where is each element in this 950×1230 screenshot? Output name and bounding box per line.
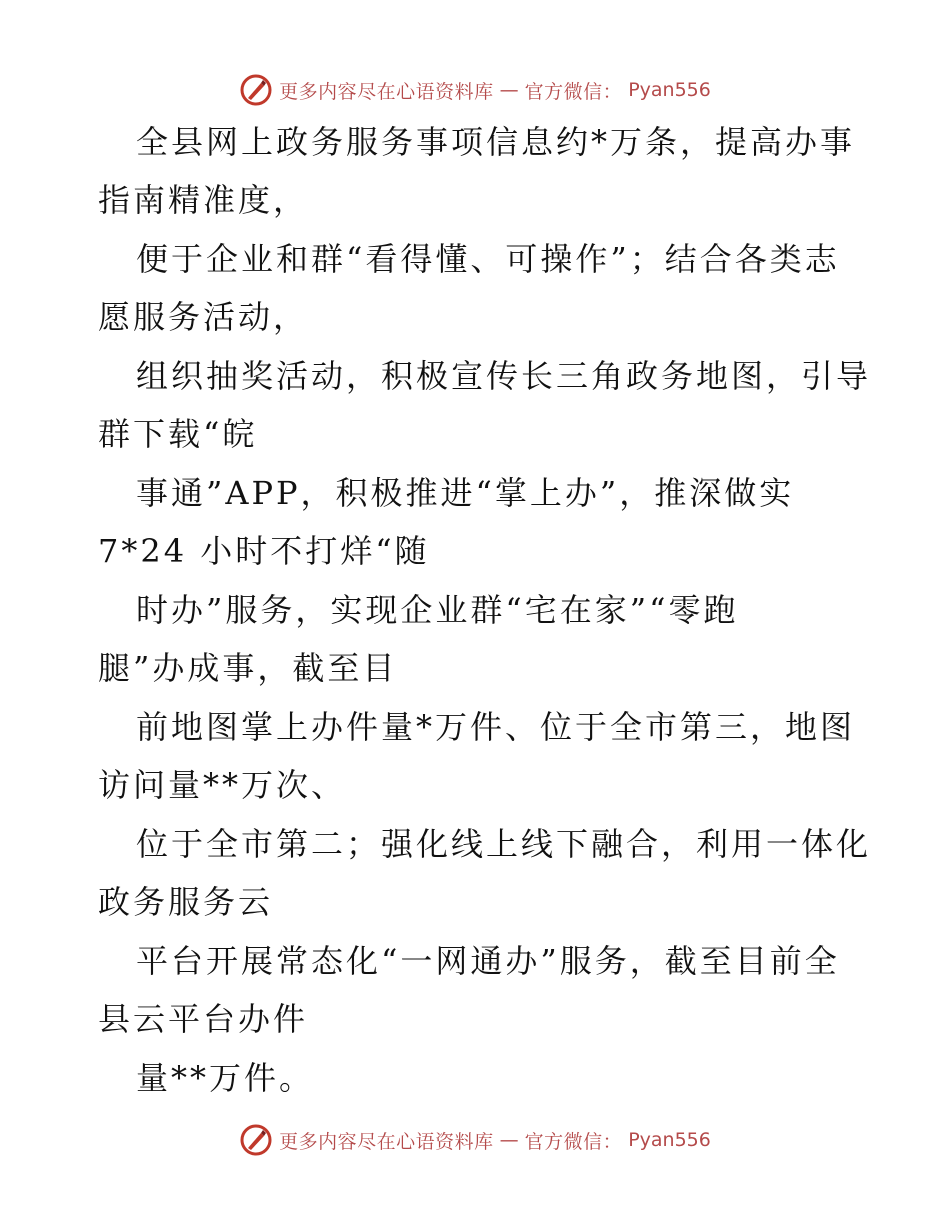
- pen-logo-icon: [239, 73, 273, 107]
- body-line: 组织抽奖活动，积极宣传长三角政务地图，引导: [136, 357, 872, 395]
- body-line: 愿服务活动，: [98, 298, 309, 336]
- body-line: 全县网上政务服务事项信息约*万条，提高办事: [136, 123, 856, 161]
- watermark-separator: —: [499, 1129, 519, 1151]
- watermark-site-text: 更多内容尽在心语资料库: [279, 1130, 494, 1153]
- body-line: 访问量**万次、: [98, 766, 347, 804]
- body-line: 便于企业和群“看得懂、可操作”；结合各类志: [136, 240, 840, 278]
- body-line: 县云平台办件: [98, 1000, 309, 1038]
- pen-logo-icon: [239, 1123, 273, 1157]
- watermark-wechat-account: Pyan556: [628, 1129, 711, 1151]
- footer-watermark: [0, 1120, 950, 1160]
- watermark-site-text: 更多内容尽在心语资料库: [279, 80, 494, 103]
- body-line: 事通”APP，积极推进“掌上办”，推深做实: [136, 474, 795, 512]
- body-line: 7*24 小时不打烊“随: [98, 532, 430, 570]
- watermark-wechat-account: Pyan556: [628, 79, 711, 101]
- body-line: 前地图掌上办件量*万件、位于全市第三，地图: [136, 708, 856, 746]
- watermark-wechat-label: 官方微信：: [524, 1130, 623, 1153]
- watermark-wechat-label: 官方微信：: [524, 80, 623, 103]
- body-line: 位于全市第二；强化线上线下融合，利用一体化: [136, 825, 872, 863]
- body-line: 政务服务云: [98, 883, 274, 921]
- header-watermark: [0, 70, 950, 110]
- body-line: 平台开展常态化“一网通办”服务，截至目前全: [136, 942, 840, 980]
- body-line: 群下载“皖: [98, 415, 258, 453]
- body-line: 指南精准度，: [98, 181, 309, 219]
- body-line: 腿”办成事，截至目: [98, 649, 398, 687]
- watermark-separator: —: [499, 79, 519, 101]
- body-line: 量**万件。: [136, 1059, 315, 1097]
- body-line: 时办”服务，实现企业群“宅在家”“零跑: [136, 591, 739, 629]
